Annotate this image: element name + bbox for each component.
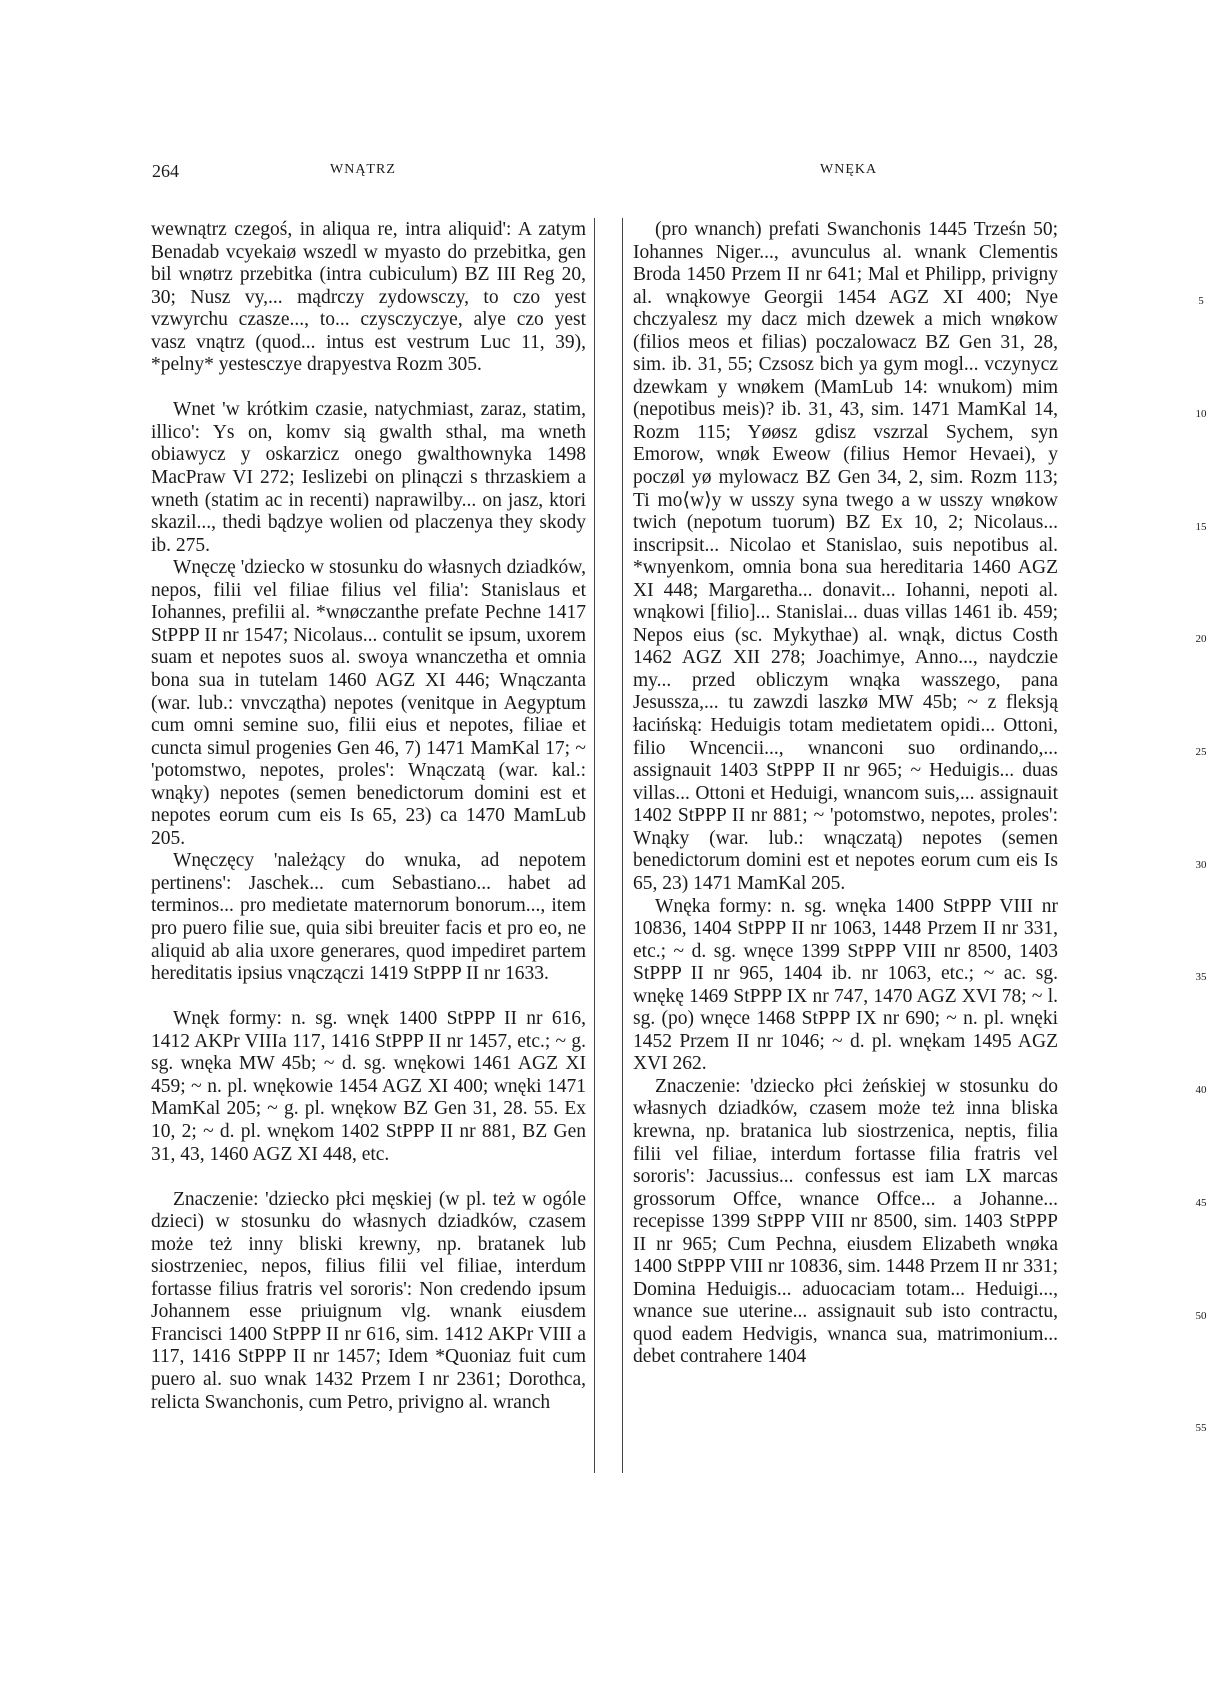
left-running-headword: WNĄTRZ (330, 162, 396, 177)
paragraph: Wnet 'w krótkim czasie, natychmiast, zaraz, statim, illico': Ys on, komv sią gwalth sthal, ma wneth obiawycz y oskarzicz onego gwalthownyka 1498 MacPraw VI 272; Ieslizebi on plinączi s thrzaskiem a wneth (statim ac in recenti) naprawilby... on jasz, ktori skazil..., thedi bądzye wolien od placzenya they skody ib. 275. (151, 399, 586, 556)
line-number: 20 (1195, 633, 1207, 645)
right-column (633, 219, 1058, 1482)
line-number: 30 (1195, 859, 1207, 871)
column-rule-right (622, 218, 623, 1473)
paragraph: wewnątrz czegoś, in aliqua re, intra aliquid': A zatym Benadab vcyekaiø wszedl w myasto do przebitka, gen bil wnøtrz przebitka (intra cubiculum) BZ III Reg 20, 30; Nusz vy,... mądrczy zydowsczy, to czo yest vzwyrchu czasze..., to... czysczyczye, alye czo yest vasz vnątrz (quod... intus est vestrum Luc 11, 39), *pelny* yestesczye drapyestva Rozm 305. (151, 219, 586, 376)
right-running-headword: WNĘKA (820, 162, 878, 177)
line-number: 45 (1195, 1197, 1207, 1209)
paragraph: (pro wnanch) prefati Swanchonis 1445 Trześn 50; Iohannes Niger..., avunculus al. wnank Clementis Broda 1450 Przem II nr 641; Mal et Philipp, privigny al. wnąkowye Georgii 1454 AGZ XI 400; Nye chczyalesz my dacz mich dzewek a mich wnøkow (filios meos et filias) poczalowacz BZ Gen 31, 28, sim. ib. 31, 55; Czsosz bich ya gym mogl... vczynycz dzewkam y wnøkem (MamLub 14: wnukom) mim (nepotibus meis)? ib. 31, 43, sim. 1471 MamKal 14, Rozm 115; Yøøsz gdisz vszrzal Sychem, syn Emorow, wnøk Eweow (filius Hemor Hevaei), y poczøl yø mylowacz BZ Gen 34, 2, sim. Rozm 113; Ti mo⟨w⟩y w usszy syna twego a w usszy wnøkow twich (nepotum tuorum) BZ Ex 10, 2; Nicolaus... inscripsit... Nicolao et Stanislao, suis nepotibus al. *wnyenkom, omnia bona sua hereditaria 1460 AGZ XI 448; Margaretha... donavit... Iohanni, nepoti al. wnąkowi [filio]... Stanislai... duas villas 1461 ib. 459; Nepos eius (sc. Mykythae) al. wnąk, dictus Costh 1462 AGZ XII 278; Joachimye, Anno..., naydczie my... przed obliczym wnąka wasszego, pana Jesussza,... tu zawzdi laszkø MW 45b; ~ z fleksją łacińską: Heduigis totam medietatem opidi... Ottoni, filio Wncencii..., wnanconi suo ordinando,... assignauit 1403 StPPP II nr 965; ~ Heduigis... duas villas... Ottoni et Heduigi, wnancom suis,... assignauit 1402 StPPP II nr 881; ~ 'potomstwo, nepotes, proles': Wnąky (war. lub.: wnączatą) nepotes (semen benedictorum domini est et nepotes eorum cum eis Is 65, 23) 1471 MamKal 205. (633, 219, 1058, 894)
line-number: 15 (1195, 521, 1207, 533)
left-column (151, 219, 586, 1459)
line-number: 10 (1195, 408, 1207, 420)
line-number: 55 (1195, 1422, 1207, 1434)
line-number: 50 (1195, 1310, 1207, 1322)
paragraph: Wnęczęcy 'należący do wnuka, ad nepotem pertinens': Jaschek... cum Sebastiano... habet ad terminos... pro medietate maternorum bonorum..., item pro puero filie sue, quia sibi breuiter facis et pro eo, ne aliquid ab alia uxore generares, quod impediret partem hereditatis ipsius vnączączi 1419 StPPP II nr 1633. (151, 850, 586, 985)
running-header (0, 161, 1165, 191)
line-number: 40 (1195, 1084, 1207, 1096)
paragraph: Znaczenie: 'dziecko płci żeńskiej w stosunku do własnych dziadków, czasem może też inna bliska krewna, np. bratanica lub siostrzenica, neptis, filia filii vel filiae, interdum fortasse filia fratris vel sororis': Jacussius... confessus est iam LX marcas grossorum Offce, wnance Offce... a Johanne... recepisse 1399 StPPP VIII nr 8500, sim. 1403 StPPP II nr 965; Cum Pechna, eiusdem Elizabeth wnøka 1400 StPPP VIII nr 10836, sim. 1448 Przem II nr 331; Domina Heduigis... aduocaciam totam... Heduigi..., wnance sue uterine... assignauit sub isto contractu, quod eadem Hedvigis, wnanca sua, matrimonium... debet contrahere 1404 (633, 1075, 1058, 1368)
paragraph: Znaczenie: 'dziecko płci męskiej (w pl. też w ogóle dzieci) w stosunku do własnych dziadków, czasem może też inny bliski krewny, np. bratanek lub siostrzeniec, nepos, filius filii vel filiae, interdum fortasse filius fratris vel sororis': Non credendo ipsum Johannem esse priuignum vlg. wnank eiusdem Francisci 1400 StPPP II nr 616, sim. 1412 AKPr VIII a 117, 1416 StPPP II nr 1457; Idem *Quoniaz fuit cum puero al. suo wnak 1432 Przem I nr 2361; Dorothca, relicta Swanchonis, cum Petro, privigno al. wranch (151, 1188, 586, 1413)
paragraph: Wnęka formy: n. sg. wnęka 1400 StPPP VIII nr 10836, 1404 StPPP II nr 1063, 1448 Przem II nr 331, etc.; ~ d. sg. wnęce 1399 StPPP VIII nr 8500, 1403 StPPP II nr 965, 1404 ib. nr 1063, etc.; ~ ac. sg. wnękę 1469 StPPP IX nr 747, 1470 AGZ XVI 78; ~ l. sg. (po) wnęce 1468 StPPP IX nr 690; ~ n. pl. wnęki 1452 Przem II nr 1046; ~ d. pl. wnękam 1495 AGZ XVI 262. (633, 895, 1058, 1075)
page-number: 264 (152, 161, 179, 181)
line-number: 5 (1198, 295, 1204, 307)
paragraph: Wnęk formy: n. sg. wnęk 1400 StPPP II nr 616, 1412 AKPr VIIIa 117, 1416 StPPP II nr 1457, etc.; ~ g. sg. wnęka MW 45b; ~ d. sg. wnękowi 1461 AGZ XI 459; ~ n. pl. wnękowie 1454 AGZ XI 400; wnęki 1471 MamKal 205; ~ g. pl. wnękow BZ Gen 31, 28. 55. Ex 10, 2; ~ d. pl. wnękom 1402 StPPP II nr 881, BZ Gen 31, 43, 1460 AGZ XI 448, etc. (151, 1008, 586, 1165)
paragraph: Wnęczę 'dziecko w stosunku do własnych dziadków, nepos, filii vel filiae filius vel filia': Stanislaus et Iohannes, prefilii al. *wnøczanthe prefate Pechne 1417 StPPP II nr 1547; Nicolaus... contulit se ipsum, uxorem suam et nepotes suos al. swoya wnanczetha et omnia bona sua in tutelam 1460 AGZ XI 446; Wnączanta (war. lub.: vnvczątha) nepotes (venitque in Aegyptum cum omni semine suo, filii eius et nepotes, filiae et cuncta simul progenies Gen 46, 7) 1471 MamKal 17; ~ 'potomstwo, nepotes, proles': Wnączatą (war. kal.: wnąky) nepotes (semen benedictorum domini est et nepotes eorum cum eis Is 65, 23) ca 1470 MamLub 205. (151, 557, 586, 849)
line-number: 35 (1195, 971, 1207, 983)
line-number: 25 (1195, 746, 1207, 758)
